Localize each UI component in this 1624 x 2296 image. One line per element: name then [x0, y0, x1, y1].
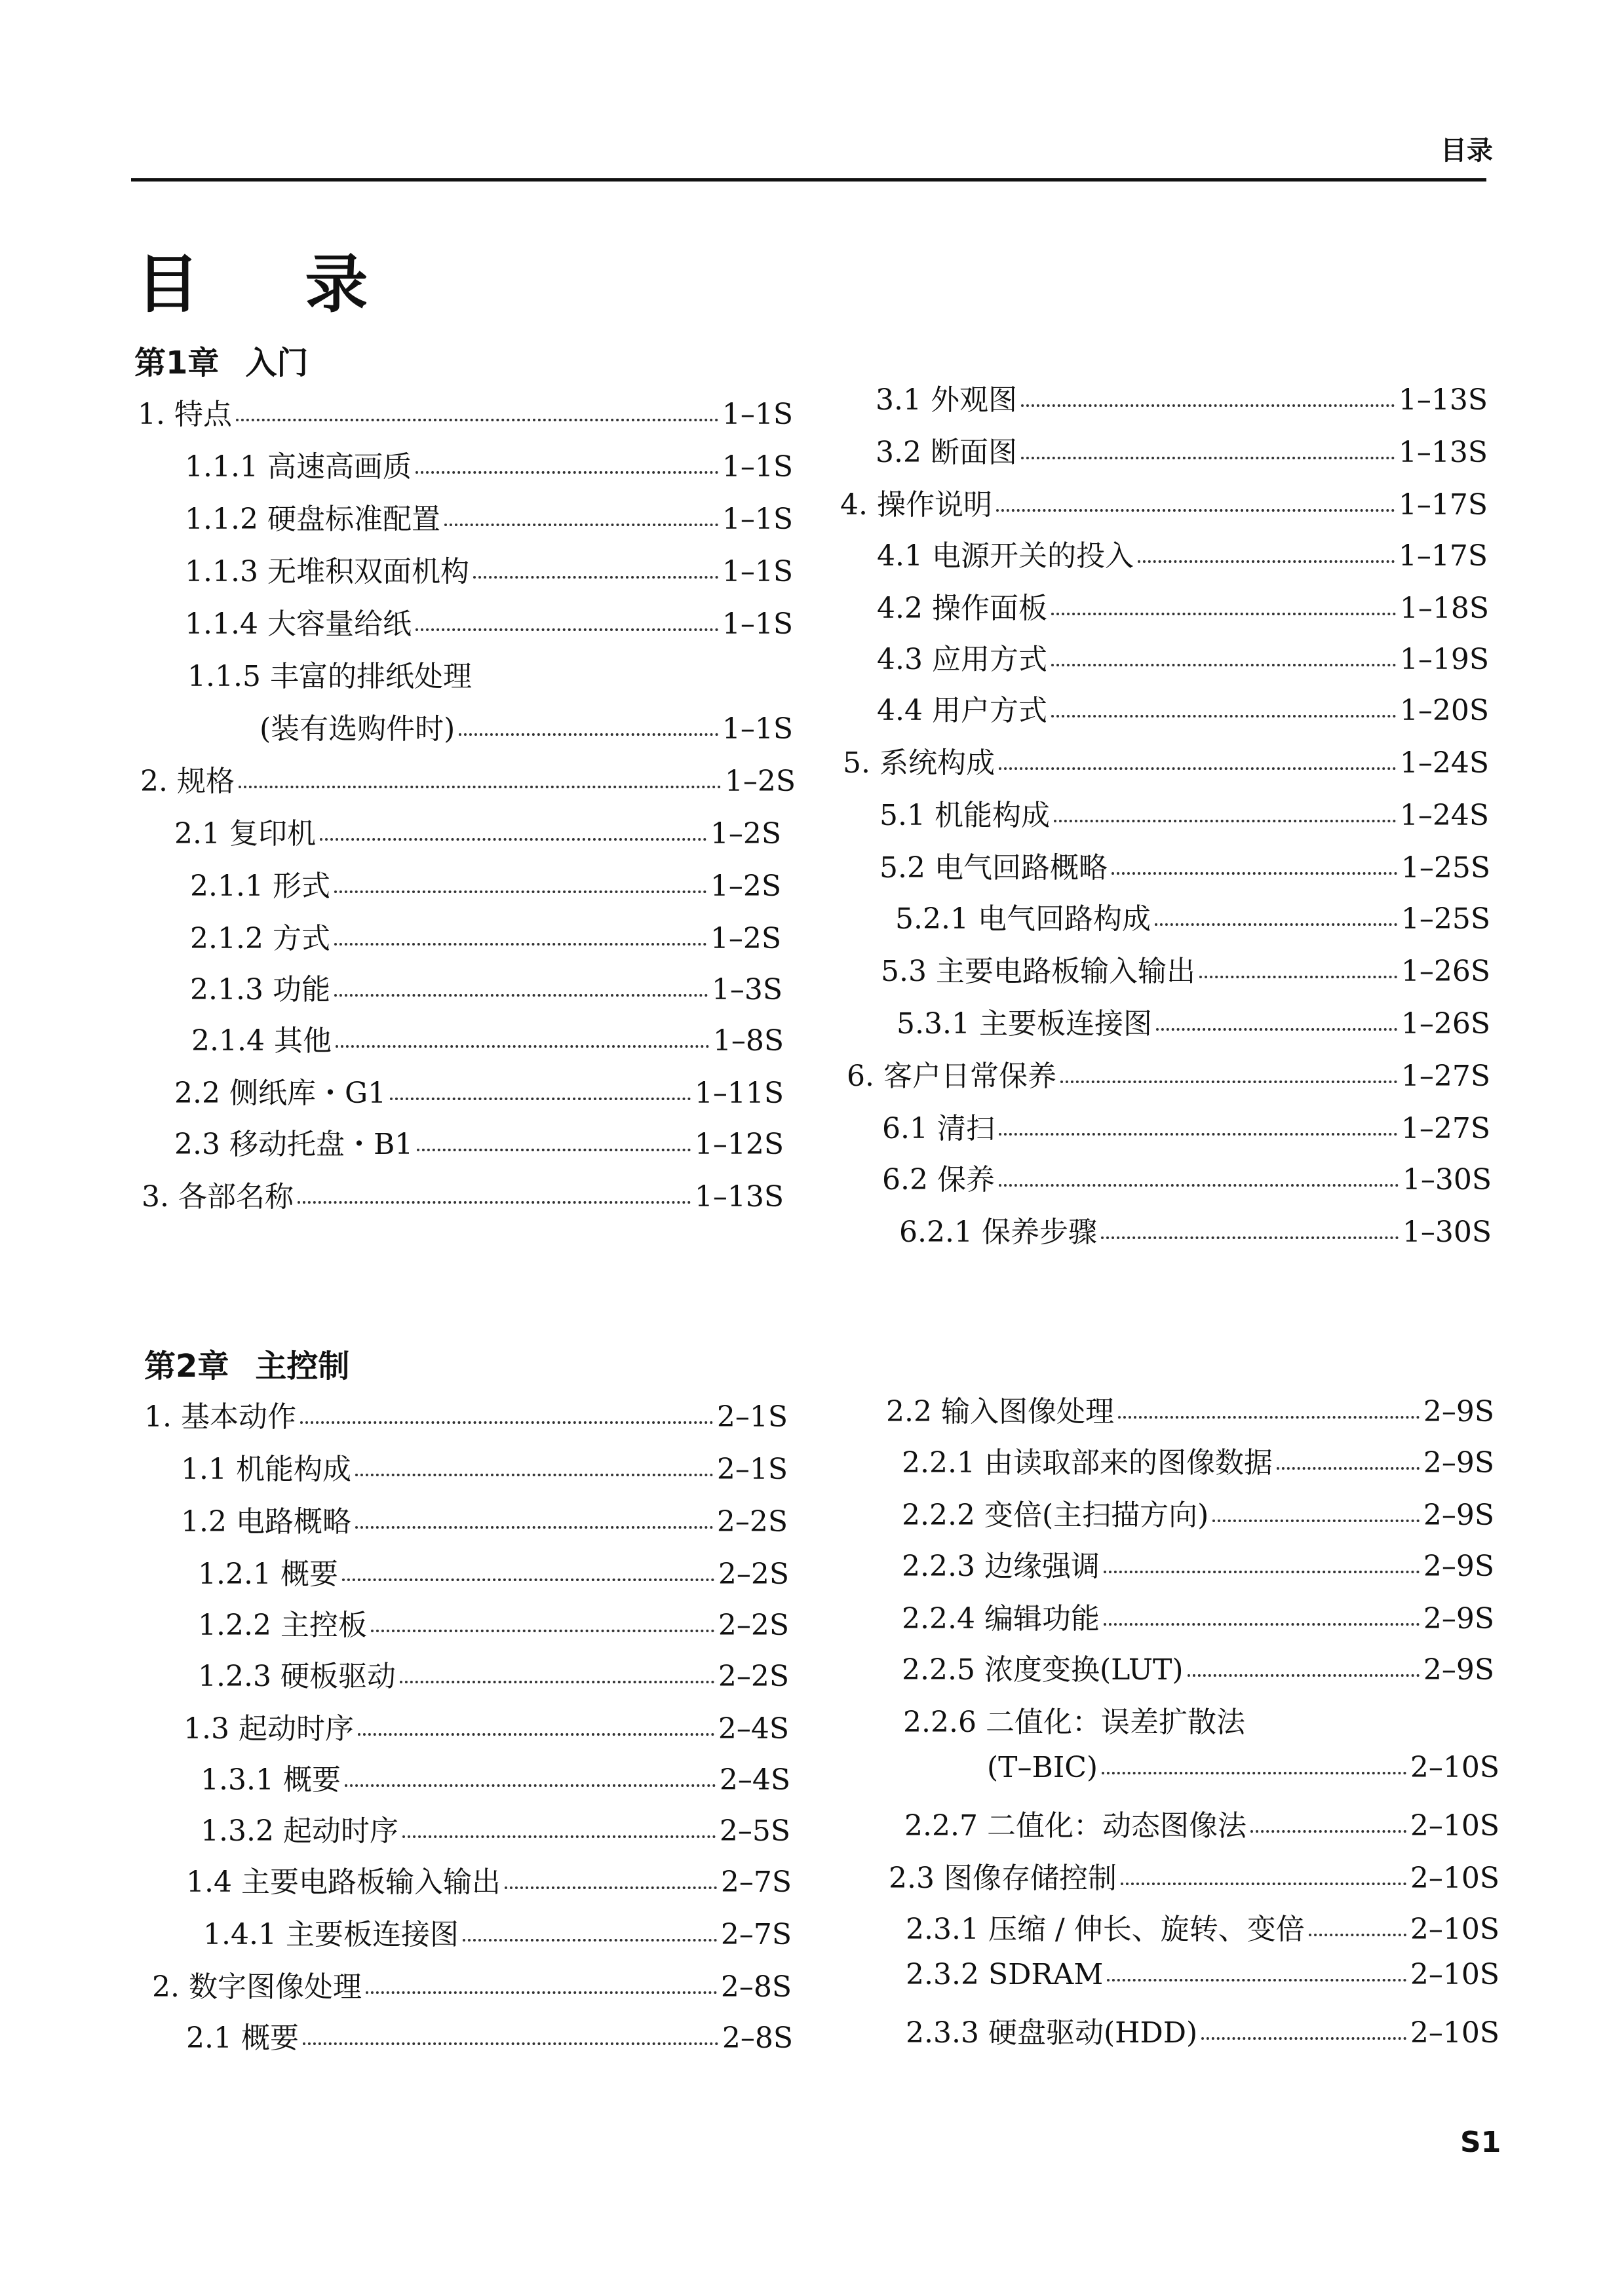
- leader-dots: [1156, 1028, 1397, 1031]
- page-ref: 1–13S: [1398, 436, 1488, 469]
- chapter-1-name: 入门: [245, 345, 309, 381]
- toc-entry[interactable]: 1.4.1 主要板连接图 2–7S: [203, 1918, 792, 1951]
- page-ref: 1–2S: [710, 922, 781, 955]
- page-ref: 1–3S: [711, 973, 783, 1006]
- leader-dots: [1051, 715, 1396, 718]
- page-ref: 1–1S: [722, 398, 793, 431]
- page-ref: 2–4S: [718, 1712, 789, 1746]
- toc-entry[interactable]: 2.2 侧纸库・G1 1–11S: [174, 1077, 784, 1110]
- page-ref: 2–10S: [1410, 1913, 1499, 1946]
- toc-entry[interactable]: 4.1 电源开关的投入 1–17S: [877, 539, 1488, 573]
- leader-dots: [1021, 457, 1395, 459]
- page-ref: 2–9S: [1423, 1653, 1494, 1687]
- toc-entry[interactable]: 6.1 清扫 1–27S: [882, 1112, 1490, 1145]
- toc-entry[interactable]: 1.1.3 无堆积双面机构 1–1S: [185, 555, 793, 588]
- toc-entry[interactable]: 6. 客户日常保养 1–27S: [847, 1060, 1490, 1093]
- toc-entry[interactable]: 1.3 起动时序 2–4S: [184, 1712, 789, 1746]
- page-ref: 2–5S: [719, 1814, 790, 1848]
- toc-entry[interactable]: 2.2.5 浓度变换(LUT) 2–9S: [902, 1653, 1494, 1687]
- page-ref: 1–25S: [1401, 851, 1490, 885]
- toc-entry[interactable]: 1.3.2 起动时序 2–5S: [201, 1814, 790, 1848]
- leader-dots: [320, 838, 706, 841]
- leader-dots: [1051, 613, 1396, 615]
- page-ref: 1–27S: [1401, 1060, 1490, 1093]
- page-ref: 2–1S: [716, 1453, 788, 1486]
- page-ref: 1–13S: [694, 1180, 784, 1214]
- toc-entry[interactable]: 1. 基本动作 2–1S: [144, 1400, 788, 1434]
- toc-entry[interactable]: 2.3 移动托盘・B1 1–12S: [174, 1128, 784, 1161]
- leader-dots: [1060, 1081, 1397, 1083]
- toc-entry[interactable]: 3.1 外观图 1–13S: [876, 383, 1488, 417]
- page-title: 目 录: [136, 248, 410, 321]
- toc-entry[interactable]: 1.1.1 高速高画质 1–1S: [185, 450, 793, 484]
- leader-dots: [366, 1991, 717, 1994]
- toc-entry[interactable]: 2.2 输入图像处理 2–9S: [886, 1395, 1494, 1428]
- leader-dots: [1277, 1467, 1420, 1470]
- leader-dots: [1212, 1520, 1420, 1522]
- page-ref: 1–30S: [1402, 1163, 1492, 1196]
- leader-dots: [402, 1835, 716, 1838]
- toc-entry[interactable]: 6.2 保养 1–30S: [882, 1163, 1492, 1196]
- toc-entry[interactable]: 5.3.1 主要板连接图 1–26S: [897, 1007, 1490, 1041]
- toc-entry[interactable]: 2.1.2 方式 1–2S: [190, 922, 781, 955]
- toc-entry[interactable]: 1.2.2 主控板 2–2S: [198, 1609, 789, 1642]
- page-ref: 1–13S: [1398, 383, 1488, 417]
- page-ref: 2–10S: [1410, 2016, 1499, 2050]
- toc-entry[interactable]: 2. 规格 1–2S: [140, 765, 796, 798]
- toc-entry[interactable]: 2.2.3 边缘强调 2–9S: [902, 1550, 1494, 1583]
- chapter-1-title: [134, 337, 308, 383]
- leader-dots: [996, 509, 1395, 512]
- leader-dots: [1104, 1571, 1420, 1573]
- leader-dots: [459, 733, 718, 736]
- page-ref: 2–10S: [1410, 1751, 1499, 1784]
- leader-dots: [463, 1939, 717, 1942]
- leader-dots: [1121, 1883, 1406, 1885]
- leader-dots: [1118, 1416, 1420, 1419]
- leader-dots: [1102, 1772, 1406, 1774]
- leader-dots: [336, 1045, 709, 1048]
- page-ref: 1–27S: [1401, 1112, 1490, 1145]
- page-ref: 2–8S: [722, 2021, 793, 2055]
- leader-dots: [1201, 2037, 1406, 2040]
- page-ref: 1–2S: [710, 817, 781, 851]
- chapter-1-number: 第1章: [134, 345, 220, 381]
- page-ref: 2–9S: [1423, 1395, 1494, 1428]
- page-ref: 1–17S: [1398, 539, 1488, 573]
- leader-dots: [1188, 1674, 1420, 1677]
- page-ref: 1–30S: [1402, 1215, 1492, 1249]
- leader-dots: [390, 1098, 691, 1100]
- leader-dots: [1051, 664, 1396, 666]
- toc-entry[interactable]: 2.3 图像存储控制 2–10S: [889, 1862, 1499, 1895]
- toc-entry[interactable]: 4. 操作说明 1–17S: [840, 488, 1488, 522]
- leader-dots: [1021, 404, 1395, 407]
- page-ref: 2–2S: [718, 1609, 789, 1642]
- leader-dots: [1199, 976, 1397, 978]
- leader-dots: [1155, 923, 1397, 926]
- page-number: S1: [1460, 2126, 1501, 2159]
- toc-entry[interactable]: 2.3.3 硬盘驱动(HDD) 2–10S: [906, 2016, 1499, 2050]
- page-ref: 2–9S: [1423, 1602, 1494, 1636]
- toc-entry[interactable]: 5.1 机能构成 1–24S: [880, 799, 1489, 832]
- leader-dots: [999, 1133, 1397, 1136]
- leader-dots: [416, 471, 718, 474]
- leader-dots: [999, 767, 1396, 770]
- leader-dots: [1309, 1934, 1406, 1936]
- leader-dots: [473, 576, 718, 579]
- toc-entry[interactable]: 2.1 概要 2–8S: [186, 2021, 793, 2055]
- header-rule: [131, 178, 1486, 182]
- leader-dots: [239, 786, 721, 788]
- page-ref: 1–1S: [722, 503, 793, 536]
- leader-dots: [1104, 1623, 1420, 1626]
- leader-dots: [358, 1733, 714, 1736]
- page-ref: 1–8S: [712, 1024, 784, 1058]
- leader-dots: [334, 943, 706, 946]
- toc-entry[interactable]: 2.2.1 由读取部来的图像数据 2–9S: [902, 1446, 1494, 1480]
- page-ref: 1–17S: [1398, 488, 1488, 522]
- leader-dots: [444, 524, 718, 526]
- toc-entry[interactable]: 2.2.6 二值化：误差扩散法: [903, 1706, 1245, 1739]
- toc-entry[interactable]: 5. 系统构成 1–24S: [843, 746, 1489, 780]
- leader-dots: [1101, 1236, 1399, 1239]
- leader-dots: [1250, 1830, 1406, 1833]
- page-ref: 1–18S: [1399, 592, 1489, 625]
- page-ref: 2–10S: [1410, 1862, 1499, 1895]
- page-ref: 2–2S: [718, 1558, 789, 1591]
- toc-entry[interactable]: 1.1 机能构成 2–1S: [181, 1453, 788, 1486]
- page-ref: 1–11S: [694, 1077, 784, 1110]
- page-ref: 1–19S: [1399, 643, 1489, 676]
- page-ref: 2–1S: [716, 1400, 788, 1434]
- page-ref: 2–10S: [1410, 1958, 1499, 1991]
- leader-dots: [298, 1201, 691, 1204]
- leader-dots: [355, 1526, 713, 1529]
- toc-entry[interactable]: 4.3 应用方式 1–19S: [877, 643, 1489, 676]
- page-ref: 1–25S: [1401, 902, 1490, 936]
- toc-entry[interactable]: 5.2.1 电气回路构成 1–25S: [895, 902, 1490, 936]
- page-ref: 2–7S: [720, 1866, 792, 1899]
- toc-entry[interactable]: 1.2 电路概略 2–2S: [181, 1505, 788, 1539]
- leader-dots: [1107, 1979, 1406, 1981]
- page-ref: 2–8S: [720, 1970, 792, 2004]
- toc-entry[interactable]: 5.2 电气回路概略 1–25S: [880, 851, 1490, 885]
- page-ref: 2–10S: [1410, 1809, 1499, 1843]
- toc-entry[interactable]: 4.4 用户方式 1–20S: [877, 694, 1489, 727]
- toc-entry[interactable]: 2.2.7 二值化：动态图像法 2–10S: [904, 1809, 1499, 1843]
- page-ref: 1–24S: [1399, 799, 1489, 832]
- toc-entry[interactable]: (T–BIC) 2–10S: [987, 1751, 1499, 1784]
- toc-entry[interactable]: (装有选购件时) 1–1S: [260, 712, 793, 746]
- leader-dots: [417, 1149, 691, 1151]
- leader-dots: [505, 1886, 717, 1889]
- toc-entry[interactable]: 2.1.4 其他 1–8S: [191, 1024, 784, 1058]
- toc-entry[interactable]: 6.2.1 保养步骤 1–30S: [899, 1215, 1492, 1249]
- page-ref: 1–1S: [722, 607, 793, 641]
- chapter-2-number: 第2章: [144, 1348, 229, 1385]
- page-ref: 1–24S: [1399, 746, 1489, 780]
- page-ref: 1–1S: [722, 712, 793, 746]
- leader-dots: [1112, 872, 1397, 875]
- page-ref: 2–9S: [1423, 1446, 1494, 1480]
- page-ref: 1–20S: [1399, 694, 1489, 727]
- toc-entry[interactable]: 2.1.1 形式 1–2S: [190, 870, 781, 903]
- page-ref: 1–12S: [694, 1128, 784, 1161]
- leader-dots: [999, 1184, 1399, 1187]
- toc-entry[interactable]: 1.1.5 丰富的排纸处理: [187, 660, 472, 693]
- toc-entry[interactable]: 2.1 复印机 1–2S: [174, 817, 781, 851]
- leader-dots: [342, 1578, 714, 1581]
- chapter-2-name: 主控制: [255, 1348, 350, 1385]
- toc-entry[interactable]: 2.3.2 SDRAM 2–10S: [906, 1958, 1499, 1991]
- leader-dots: [1054, 820, 1396, 822]
- leader-dots: [371, 1630, 714, 1632]
- toc-entry[interactable]: 1. 特点 1–1S: [138, 398, 793, 431]
- toc-entry[interactable]: 1.3.1 概要 2–4S: [201, 1763, 790, 1797]
- toc-entry[interactable]: 5.3 主要电路板输入输出 1–26S: [881, 955, 1490, 988]
- page-ref: 2–4S: [719, 1763, 790, 1797]
- leader-dots: [334, 890, 706, 893]
- toc-entry[interactable]: 3. 各部名称 1–13S: [142, 1180, 784, 1214]
- leader-dots: [300, 1421, 713, 1424]
- running-header: 目录: [1440, 136, 1493, 166]
- page-ref: 2–7S: [720, 1918, 792, 1951]
- toc-entry[interactable]: 1.2.3 硬板驱动 2–2S: [198, 1660, 789, 1693]
- toc-entry[interactable]: 4.2 操作面板 1–18S: [877, 592, 1489, 625]
- toc-entry[interactable]: 2.2.4 编辑功能 2–9S: [902, 1602, 1494, 1636]
- toc-entry[interactable]: 1.1.2 硬盘标准配置 1–1S: [185, 503, 793, 536]
- page-ref: 2–9S: [1423, 1499, 1494, 1532]
- page-ref: 1–26S: [1401, 1007, 1490, 1041]
- leader-dots: [416, 628, 718, 631]
- page-ref: 2–9S: [1423, 1550, 1494, 1583]
- toc-entry[interactable]: 2.2.2 变倍(主扫描方向) 2–9S: [902, 1499, 1494, 1532]
- page-ref: 1–26S: [1401, 955, 1490, 988]
- leader-dots: [345, 1784, 716, 1787]
- page-ref: 2–2S: [716, 1505, 788, 1539]
- page-ref: 1–1S: [722, 555, 793, 588]
- page-ref: 1–1S: [722, 450, 793, 484]
- page-ref: 1–2S: [724, 765, 796, 798]
- leader-dots: [355, 1474, 713, 1476]
- toc-entry[interactable]: 2.3.1 压缩 / 伸长、旋转、变倍 2–10S: [906, 1913, 1499, 1946]
- page-ref: 2–2S: [718, 1660, 789, 1693]
- leader-dots: [1138, 560, 1395, 563]
- page-ref: 1–2S: [710, 870, 781, 903]
- leader-dots: [303, 2042, 718, 2045]
- leader-dots: [334, 994, 708, 997]
- toc-entry[interactable]: 1.4 主要电路板输入输出 2–7S: [186, 1866, 792, 1899]
- toc-entry[interactable]: 1.2.1 概要 2–2S: [198, 1558, 789, 1591]
- toc-entry[interactable]: 1.1.4 大容量给纸 1–1S: [185, 607, 793, 641]
- toc-entry[interactable]: 3.2 断面图 1–13S: [876, 436, 1488, 469]
- leader-dots: [400, 1681, 714, 1683]
- leader-dots: [236, 419, 718, 421]
- toc-entry[interactable]: 2. 数字图像处理 2–8S: [152, 1970, 792, 2004]
- toc-entry[interactable]: 2.1.3 功能 1–3S: [190, 973, 783, 1006]
- chapter-2-title: [144, 1341, 349, 1386]
